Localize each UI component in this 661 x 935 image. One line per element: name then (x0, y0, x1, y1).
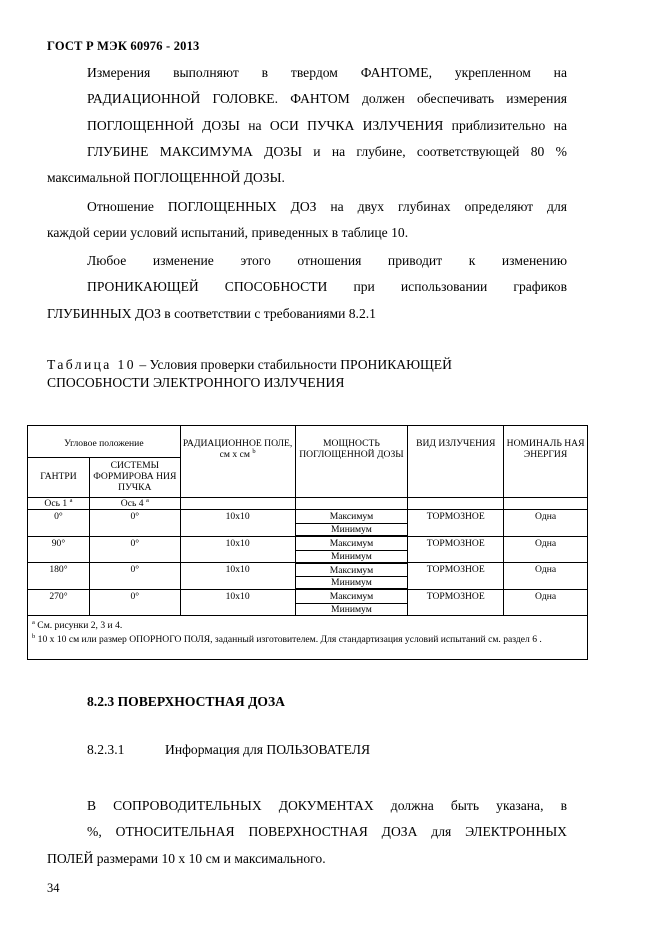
paragraph-line: ПОГЛОЩЕННОЙ ДОЗЫ на ОСИ ПУЧКА ИЗЛУЧЕНИЯ приблизительно на (87, 117, 567, 133)
footnote-b: 10 х 10 см или размер ОПОРНОГО ПОЛЯ, заданный изготовителем. Для стандартизация условий испытаний см. раздел 6 . (35, 633, 542, 645)
table-caption-label: Таблица 10 (47, 357, 136, 372)
table-footnotes: $^a$ См. рисунки 2, 3 и 4. $^b$ 10 х 10 см или размер ОПОРНОГО ПОЛЯ, заданный изготовителем. Для стандартизация условий испытаний см. раздел 6 . (28, 615, 588, 659)
cell-dose-max: Максимум (295, 510, 408, 524)
paragraph-line: каждой серии условий испытаний, приведенных в таблице 10. (47, 225, 409, 241)
header-gantry: ГАНТРИ (28, 458, 90, 498)
cell-field: 10х10 (180, 563, 295, 590)
paragraph-line: В СОПРОВОДИТЕЛЬНЫХ ДОКУМЕНТАХ должна быть указана, в (87, 798, 567, 813)
stability-table (27, 425, 588, 660)
cell-gantry: 90° (28, 536, 90, 563)
paragraph-line: максимальной ПОГЛОЩЕННОЙ ДОЗЫ. (47, 170, 285, 186)
cell-energy: Одна (504, 510, 588, 537)
paragraph-line: %, ОТНОСИТЕЛЬНАЯ ПОВЕРХНОСТНАЯ ДОЗА для ЭЛЕКТРОННЫХ (87, 824, 567, 840)
header-axis-1: Ось 1 $^a$ (28, 498, 90, 510)
cell-field: 10х10 (180, 510, 295, 537)
cell-collimator: 0° (89, 563, 180, 590)
header-radiation-field: РАДИАЦИОННОЕ ПОЛЕ, см х см $^b$ (180, 426, 295, 498)
cell-gantry: 0° (28, 510, 90, 537)
section-heading: 8.2.3 ПОВЕРХНОСТНАЯ ДОЗА (87, 694, 285, 709)
footnote-a: См. рисунки 2, 3 и 4. (34, 619, 123, 631)
paragraph-line: Отношение ПОГЛОЩЕННЫХ ДОЗ на двух глубинах определяют для (87, 199, 567, 214)
header-axis-4: Ось 4 $^a$ (89, 498, 180, 510)
page-number: 34 (47, 881, 60, 895)
cell-energy: Одна (504, 536, 588, 563)
cell-radiation-type: ТОРМОЗНОЕ (408, 589, 504, 615)
cell-field: 10х10 (180, 536, 295, 563)
header-dose-rate: МОЩНОСТЬ ПОГЛОЩЕННОЙ ДОЗЫ (295, 426, 408, 498)
cell-dose-min: Минимум (295, 524, 408, 537)
cell-radiation-type: ТОРМОЗНОЕ (408, 510, 504, 537)
header-collimator: СИСТЕМЫ ФОРМИРОВА НИЯ ПУЧКА (89, 458, 180, 498)
cell-dose-max: Максимум (295, 589, 408, 603)
paragraph-surface-dose (47, 793, 567, 872)
paragraph-line: ГЛУБИННЫХ ДОЗ в соответствии с требованиями 8.2.1 (47, 305, 376, 321)
paragraph-ratio (47, 194, 567, 247)
cell-field: 10х10 (180, 589, 295, 615)
cell-collimator: 0° (89, 536, 180, 563)
cell-energy: Одна (504, 563, 588, 590)
table-row (28, 589, 588, 603)
paragraph-line: Любое изменение этого отношения приводит к изменению (87, 253, 567, 268)
table-row (28, 563, 588, 577)
subsection-number: 8.2.3.1 (87, 742, 125, 757)
cell-collimator: 0° (89, 589, 180, 615)
header-radiation-type: ВИД ИЗЛУЧЕНИЯ (408, 426, 504, 498)
cell-energy: Одна (504, 589, 588, 615)
cell-radiation-type: ТОРМОЗНОЕ (408, 563, 504, 590)
paragraph-change (47, 248, 567, 327)
document-header: ГОСТ Р МЭК 60976 - 2013 (47, 39, 200, 53)
cell-gantry: 270° (28, 589, 90, 615)
header-angular-position: Угловое положение (28, 426, 181, 458)
cell-dose-min: Минимум (295, 550, 408, 563)
table-row (28, 536, 588, 550)
subsection-heading (87, 742, 370, 758)
header-nominal-energy: НОМИНАЛЬ НАЯ ЭНЕРГИЯ (504, 426, 588, 498)
paragraph-line: РАДИАЦИОННОЙ ГОЛОВКЕ. ФАНТОМ должен обеспечивать измерения (87, 91, 567, 107)
cell-dose-max: Максимум (295, 563, 408, 577)
cell-gantry: 180° (28, 563, 90, 590)
cell-dose-max: Максимум (295, 536, 408, 550)
paragraph-line: ГЛУБИНЕ МАКСИМУМА ДОЗЫ и на глубине, соответствующей 80 % (87, 143, 567, 159)
table-caption (47, 356, 567, 392)
cell-dose-min: Минимум (295, 577, 408, 590)
cell-dose-min: Минимум (295, 603, 408, 615)
subsection-title: Информация для ПОЛЬЗОВАТЕЛЯ (165, 742, 371, 757)
paragraph-line: ПРОНИКАЮЩЕЙ СПОСОБНОСТИ при использовании графиков (87, 279, 567, 295)
paragraph-line: ПОЛЕЙ размерами 10 х 10 см и максимального. (47, 850, 326, 866)
paragraph-line: Измерения выполняют в твердом ФАНТОМЕ, укрепленном на (87, 65, 567, 80)
cell-radiation-type: ТОРМОЗНОЕ (408, 536, 504, 563)
table-caption-text: – Условия проверки стабильности ПРОНИКАЮЩЕЙ (135, 357, 452, 372)
paragraph-measurement (47, 60, 567, 191)
cell-collimator: 0° (89, 510, 180, 537)
table-row (28, 510, 588, 524)
table-caption-text: СПОСОБНОСТИ ЭЛЕКТРОННОГО ИЗЛУЧЕНИЯ (47, 375, 345, 390)
